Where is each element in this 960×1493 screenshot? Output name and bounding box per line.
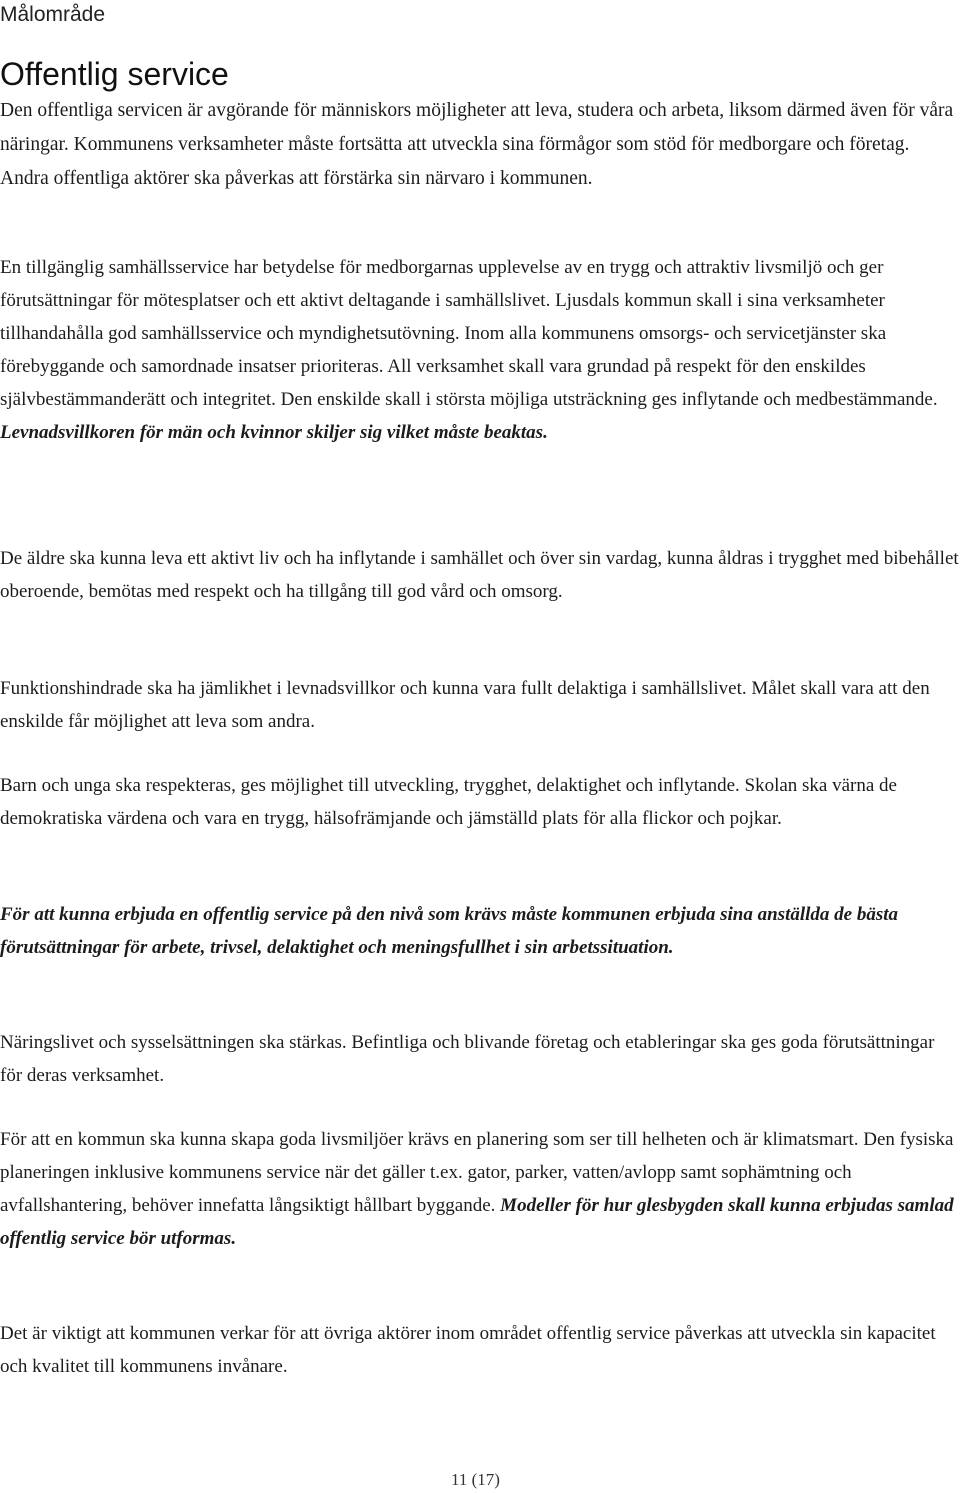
children-paragraph: Barn och unga ska respekteras, ges möjlighet till utveckling, trygghet, delaktighet och inflytande. Skolan ska värna de demokratiska värdena och vara en trygg, hälsofrämjande och jämställd plats för alla flickor och pojkar. [0, 775, 897, 829]
staff-paragraph: För att kunna erbjuda en offentlig service på den nivå som krävs måste kommunen erbjuda sina anställda de bästa förutsättningar för arbete, trivsel, delaktighet och meningsfullhet i sin arbetssituation. [0, 904, 899, 958]
business-paragraph: Näringslivet och sysselsättningen ska stärkas. Befintliga och blivande företag och etableringar ska ges goda förutsättningar för deras verksamhet. [0, 1032, 935, 1086]
planning-paragraph-text: För att en kommun ska kunna skapa goda livsmiljöer krävs en planering som ser till helheten och är klimatsmart. Den fysiska planeringen inklusive kommunens service när det gäller t.ex. gator, parker, vatten/avlopp samt sophämtning och avfallshantering, behöver innefatta långsiktigt hållbart byggande. [0, 1129, 954, 1216]
section-kicker: Målområde [0, 3, 106, 26]
intro-paragraph: Den offentliga servicen är avgörande för människors möjligheter att leva, studera och arbeta, liksom därmed även för våra näringar. Kommunens verksamheter måste fortsätta att utveckla sina förmågor som stöd för medborgare och företag. Andra offentliga aktörer ska påverkas att förstärka sin närvaro i kommunen. [0, 100, 954, 189]
service-paragraph-text: En tillgänglig samhällsservice har betydelse för medborgarnas upplevelse av en trygg och attraktiv livsmiljö och ger förutsättningar för mötesplatser och ett aktivt deltagande i samhällslivet. Ljusdals kommun skall i sina verksamheter tillhandahålla god samhällsservice och myndighetsutövning. Inom alla kommunens omsorgs- och servicetjänster ska förebyggande och samordnade insatser prioriteras. All verksamhet skall vara grundad på respekt för den enskildes självbestämmanderätt och integritet. Den enskilde skall i största möjliga utsträckning ges inflytande och medbestämmande. [0, 257, 938, 410]
planning-paragraph-emphasis: Modeller för hur glesbygden skall kunna erbjudas samlad offentlig service bör utformas. [0, 1195, 954, 1249]
page-title: Offentlig service [0, 56, 229, 92]
elderly-paragraph: De äldre ska kunna leva ett aktivt liv och ha inflytande i samhället och över sin vardag, kunna åldras i trygghet med bibehållet oberoende, bemötas med respekt och ha tillgång till god vård och omsorg. [0, 548, 959, 602]
disability-paragraph: Funktionshindrade ska ha jämlikhet i levnadsvillkor och kunna vara fullt delaktiga i samhällslivet. Målet skall vara att den enskilde får möjlighet att leva som andra. [0, 678, 930, 732]
page-number: 11 (17) [451, 1470, 500, 1489]
actors-paragraph: Det är viktigt att kommunen verkar för att övriga aktörer inom området offentlig service påverkas att utveckla sin kapacitet och kvalitet till kommunens invånare. [0, 1323, 936, 1377]
service-paragraph-emphasis: Levnadsvillkoren för män och kvinnor skiljer sig vilket måste beaktas. [0, 422, 548, 443]
service-paragraph [0, 251, 960, 449]
planning-paragraph [0, 1123, 960, 1255]
